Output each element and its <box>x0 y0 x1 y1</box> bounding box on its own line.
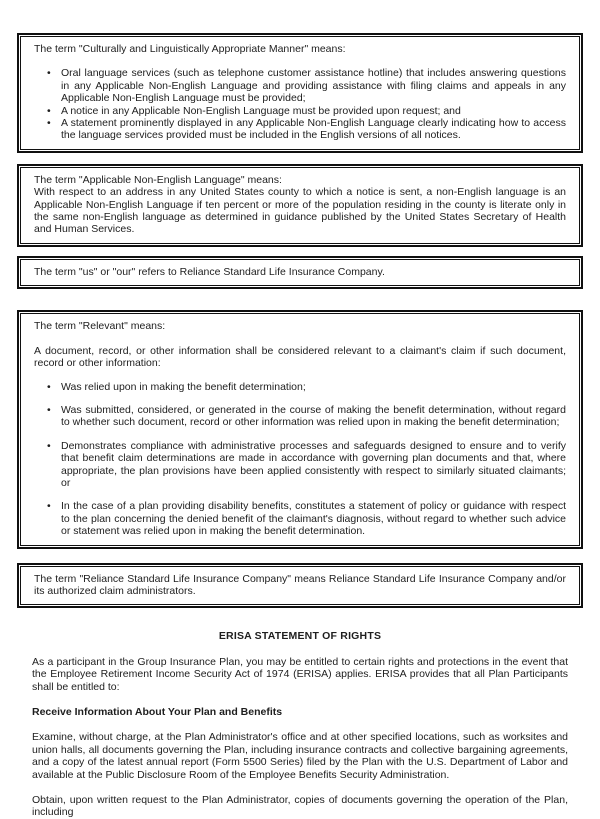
term-box-relevant <box>17 310 583 548</box>
erisa-intro-paragraph: As a participant in the Group Insurance Plan, you may be entitled to certain rights and protections in the event that the Employee Retirement Income Security Act of 1974 (ERISA) applies. ERISA provides that all Plan Participants shall be entitled to: <box>32 655 568 693</box>
receive-information-subheading: Receive Information About Your Plan and Benefits <box>32 706 283 718</box>
term-box-frame <box>20 313 580 545</box>
term-box-applicable-non-english-language <box>17 164 583 247</box>
term-box-frame <box>20 259 580 286</box>
bullet-item: • Oral language services (such as telephone customer assistance hotline) that includes answering questions in any Applicable Non-English Language and providing assistance with filing claims and appeals in any Applicable Non-English Language must be provided; <box>34 67 566 104</box>
bullet-item: • Demonstrates compliance with administrative processes and safeguards designed to ensure and to verify that benefit claim determinations are made in accordance with governing plan documents and that, where appropriate, the plan provisions have been applied consistently with respect to similarly situated claimants; or <box>34 440 566 490</box>
term-intro: The term "Culturally and Linguistically Appropriate Manner" means: <box>34 43 346 55</box>
term-intro: The term "us" or "our" refers to Reliance Standard Life Insurance Company. <box>34 265 385 278</box>
bullet-item: • Was submitted, considered, or generated in the course of making the benefit determination, without regard to whether such document, record or other information was relied upon in making the benefit determination; <box>34 404 566 429</box>
term-intro: The term "Relevant" means: <box>34 320 166 333</box>
bullet-item: • A statement prominently displayed in any Applicable Non-English Language clearly indicating how to access the language services provided must be included in the English versions of all notices. <box>34 117 566 142</box>
bullet-list <box>34 381 566 538</box>
bullet-item: • In the case of a plan providing disability benefits, constitutes a statement of policy or guidance with respect to the plan concerning the denied benefit of the claimant's diagnosis, without regard to whether such advice or statement was relied upon in making the benefit determination. <box>34 500 566 537</box>
erisa-heading: ERISA STATEMENT OF RIGHTS <box>218 630 382 643</box>
bullet-list <box>34 67 566 141</box>
obtain-paragraph: Obtain, upon written request to the Plan Administrator, copies of documents governing the operation of the Plan, including <box>32 794 568 819</box>
term-box-reliance-standard <box>17 563 583 609</box>
bullet-item: • Was relied upon in making the benefit determination; <box>34 381 566 393</box>
term-body: With respect to an address in any United States county to which a notice is sent, a non-English language is an Applicable Non-English Language if ten percent or more of the population residing in the county is literate only in the same non-English language as determined in guidance published by the United States Secretary of Health and Human Services. <box>34 186 566 236</box>
examine-paragraph: Examine, without charge, at the Plan Administrator's office and at other specified locations, such as worksites and union halls, all documents governing the Plan, including insurance contracts and collective bargaining agreements, and a copy of the latest annual report (Form 5500 Series) filed by the Plan with the U.S. Department of Labor and available at the Public Disclosure Room of the Employee Benefits Security Administration. <box>32 731 568 781</box>
bullet-item: • A notice in any Applicable Non-English Language must be provided upon request; and <box>34 105 566 117</box>
term-intro: The term "Applicable Non-English Language" means: <box>34 173 282 186</box>
term-body: A document, record, or other information shall be considered relevant to a claimant's claim if such document, record or other information: <box>34 344 566 370</box>
term-box-culturally-appropriate-manner <box>17 33 583 153</box>
term-intro: The term "Reliance Standard Life Insurance Company" means Reliance Standard Life Insurance Company and/or its authorized claim administrators. <box>34 572 566 597</box>
term-box-frame <box>20 167 580 244</box>
term-box-us-our <box>17 256 583 289</box>
term-box-frame <box>20 566 580 606</box>
term-box-frame <box>20 36 580 150</box>
